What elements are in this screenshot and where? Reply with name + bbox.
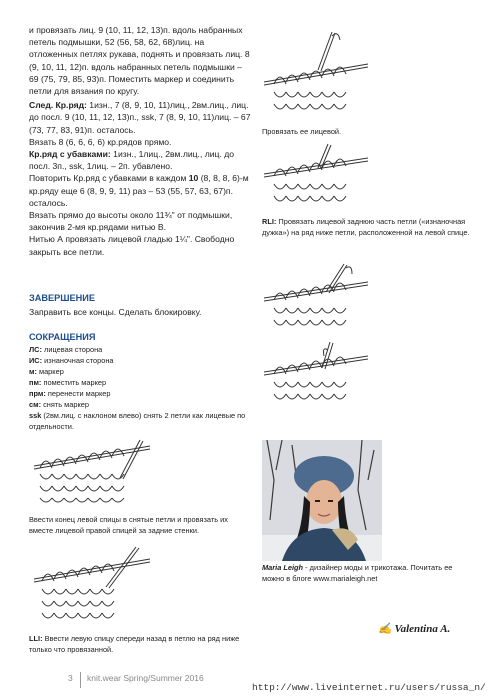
signature-text: Valentina A. <box>394 623 451 635</box>
author-text: - дизайнер моды и трикотажа. Почитать ее можно в блоге www.marialeigh.net <box>262 563 453 583</box>
abbr-val: снять маркер <box>41 400 90 409</box>
para-knit-height: Вязать прямо до высоты около 11¾" от подмышки, закончив 2-мя кр.рядами нитью В. <box>29 210 233 233</box>
para-knit-straight: Вязать 8 (6, 6, 6, 6) кр.рядов прямо. <box>29 136 172 147</box>
source-url[interactable]: http://www.liveinternet.ru/users/russa_n/ <box>252 682 486 693</box>
abbr-key: пм: <box>29 378 42 387</box>
abbr-item <box>29 377 251 388</box>
abbr-key: ssk <box>29 411 42 420</box>
text: Повторить Кр.ряд с убавками в каждом <box>29 173 189 184</box>
rli-key: RLI: <box>262 217 277 226</box>
author-bio <box>262 562 474 584</box>
abbr-item <box>29 366 251 377</box>
knit-illustration-4 <box>262 340 370 410</box>
ssk-illustration <box>32 438 152 508</box>
text: 1изн., 1лиц., 2вм.лиц., лиц. до посл. 3п., ssk, 1лиц. – 2п. убавлено. <box>29 149 235 172</box>
label: Кр.ряд с убавками: <box>29 149 111 160</box>
lli-key: LLI: <box>29 634 43 643</box>
para-next-round <box>29 99 251 136</box>
text: 1изн., 7 (8, 9, 10, 11)лиц., 2вм.лиц., лиц. до посл. 9 (10, 11, 12, 13)п., ssk, 7 (8, 9, 10, 11)лиц. – 67 (73, 77, 83, 91)п. осталось. <box>29 100 251 135</box>
finish-text: Заправить все концы. Сделать блокировку. <box>29 307 202 317</box>
abbr-title: СОКРАЩЕНИЯ <box>29 332 96 342</box>
abbr-val: изнаночная сторона <box>42 356 114 365</box>
para-bind-off: Нитью А провязать лицевой гладью 1¼". Свободно закрыть все петли. <box>29 234 235 257</box>
left-column <box>29 24 251 258</box>
page-number: 3 <box>68 673 73 683</box>
lli-val: Ввести левую спицу спереди назад в петлю на ряд ниже только что провязанной. <box>29 634 240 654</box>
abbr-list <box>29 344 251 432</box>
abbr-key: прм: <box>29 389 46 398</box>
ssk-caption: Ввести конец левой спицы в снятые петли и провязать их вместе лицевой правой спицей за задние стенки. <box>29 515 228 535</box>
knit-caption-1: Провязать ее лицевой. <box>262 127 342 136</box>
lli-illustration <box>32 545 152 627</box>
abbr-val: маркер <box>36 367 64 376</box>
para-decrease-round <box>29 148 251 172</box>
finish-title: ЗАВЕРШЕНИЕ <box>29 293 96 303</box>
rli-val: Провязать лицевой заднюю часть петли («изнаночная дужка») на ряд ниже петли, расположенной на левой спице. <box>262 217 470 237</box>
abbr-item <box>29 388 251 399</box>
abbr-key: см: <box>29 400 42 409</box>
num: 10 <box>188 173 199 184</box>
magazine-title: knit.wear Spring/Summer 2016 <box>87 673 204 683</box>
abbr-val: перенести маркер <box>45 389 111 398</box>
label: След. Кр.ряд: <box>29 100 87 111</box>
abbr-val: (2вм.лиц. с наклоном влево) снять 2 петли как лицевые по отдельности. <box>29 411 246 431</box>
abbr-item-ssk <box>29 410 251 432</box>
abbr-val: поместить маркер <box>41 378 107 387</box>
knit-illustration-1 <box>262 30 370 120</box>
rli-illustration <box>262 142 370 214</box>
abbr-key: ИС: <box>29 356 43 365</box>
abbr-item <box>29 399 251 410</box>
knit-illustration-3 <box>262 262 370 334</box>
rli-caption <box>262 216 474 238</box>
author-name: Maria Leigh <box>262 563 304 572</box>
text: (8, 8, 8, 6)-м кр.ряду еще 6 (8, 9, 9, 11) раз – 53 (55, 57, 63, 67)п. осталось. <box>29 173 249 208</box>
abbr-val: лицевая сторона <box>41 345 103 354</box>
pen-icon: ✍ <box>378 623 395 635</box>
abbr-key: м: <box>29 367 37 376</box>
abbr-key: ЛС: <box>29 345 42 354</box>
signature <box>378 622 450 635</box>
abbr-item <box>29 355 251 366</box>
lli-caption <box>29 633 251 655</box>
author-photo <box>262 440 382 561</box>
abbr-item <box>29 344 251 355</box>
para-repeat <box>29 172 251 209</box>
para-continue: и провязать лиц. 9 (10, 11, 12, 13)п. вдоль набранных петель подмышки, 52 (56, 58, 62, 68)лиц. на отложенных петлях рукава, поднять и провязать лиц. 8 (9, 10, 11, 12)п. вдоль набранных петель подмышки – 69 (75, 79, 85, 93)п. Поместить маркер и соединить петли для вязания по кругу. <box>29 25 250 97</box>
